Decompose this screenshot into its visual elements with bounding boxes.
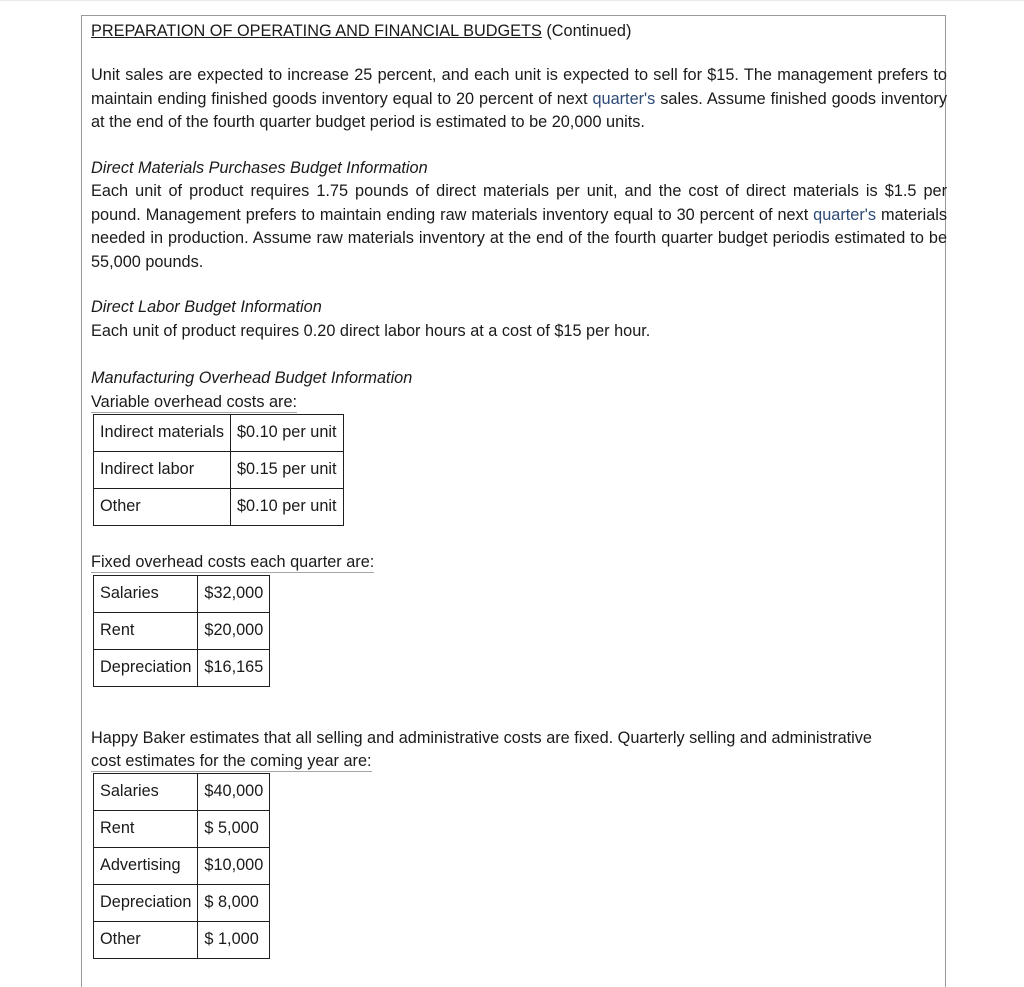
table-cell-item: Indirect materials <box>94 415 231 452</box>
variable-overhead-table <box>93 414 344 526</box>
table-cell-item: Rent <box>94 810 198 847</box>
table-cell-value: $0.10 per unit <box>230 415 343 452</box>
table-row <box>94 452 344 489</box>
direct-materials-heading: Direct Materials Purchases Budget Information <box>91 158 428 177</box>
direct-materials-text-2: materials needed in production. Assume raw materials inventory at the end of the fourth quarter budget periodis estimated to be 55,000 pounds. <box>91 205 948 271</box>
direct-materials-section <box>91 157 947 275</box>
table-row <box>94 649 270 686</box>
intro-text-highlight: quarter's <box>592 89 656 108</box>
table-cell-item: Advertising <box>94 847 198 884</box>
selling-admin-paragraph <box>91 727 947 773</box>
title-suffix: (Continued) <box>541 22 632 40</box>
table-row <box>94 847 270 884</box>
intro-text-2: sales. Assume finished goods inventory at the end of the fourth quarter budget period is estimated to be 20,000 units. <box>91 89 947 131</box>
direct-labor-section <box>91 296 947 343</box>
fixed-overhead-label-text: Fixed overhead costs each quarter are: <box>91 553 375 571</box>
table-row <box>94 810 270 847</box>
table-row <box>94 773 270 810</box>
table-row <box>94 489 344 526</box>
table-cell-value: $ 1,000 <box>198 921 270 958</box>
title-main: PREPARATION OF OPERATING AND FINANCIAL BUDGETS <box>91 22 542 40</box>
table-cell-item: Depreciation <box>94 884 198 921</box>
selling-admin-table <box>93 773 270 959</box>
table-cell-value: $0.10 per unit <box>230 489 343 526</box>
fixed-overhead-table <box>93 575 270 687</box>
variable-overhead-label-text: Variable overhead costs are: <box>91 392 298 411</box>
table-cell-value: $ 8,000 <box>198 884 270 921</box>
table-row <box>94 415 344 452</box>
overhead-section <box>91 367 947 687</box>
table-cell-item: Depreciation <box>94 649 198 686</box>
intro-text-1: Unit sales are expected to increase 25 percent, and each unit is expected to sell for $15. The management prefers to maintain ending finished goods inventory equal to 20 percent of next <box>91 66 947 108</box>
direct-materials-text-highlight: quarter's <box>813 205 877 224</box>
table-row <box>94 612 270 649</box>
direct-materials-text-1: Each unit of product requires 1.75 pounds of direct materials per unit, and the cost of direct materials is $1.5 per pound. Management prefers to maintain ending raw materials inventory equal to 30 percent of next <box>91 182 947 224</box>
table-cell-value: $0.15 per unit <box>230 452 343 489</box>
table-cell-value: $16,165 <box>198 649 270 686</box>
table-cell-item: Other <box>94 489 231 526</box>
document-title <box>91 18 947 44</box>
intro-paragraph <box>91 64 947 135</box>
table-cell-value: $10,000 <box>198 847 270 884</box>
table-row <box>94 575 270 612</box>
selling-admin-section <box>91 727 947 959</box>
table-cell-item: Other <box>94 921 198 958</box>
table-cell-value: $32,000 <box>198 575 270 612</box>
table-cell-item: Salaries <box>94 773 198 810</box>
table-row <box>94 884 270 921</box>
direct-labor-paragraph: Each unit of product requires 0.20 direct labor hours at a cost of $15 per hour. <box>91 321 651 340</box>
direct-labor-heading: Direct Labor Budget Information <box>91 298 322 316</box>
direct-materials-paragraph <box>91 180 947 274</box>
table-cell-value: $ 5,000 <box>198 810 270 847</box>
table-cell-item: Salaries <box>94 575 198 612</box>
fixed-overhead-label <box>91 551 947 575</box>
overhead-heading: Manufacturing Overhead Budget Information <box>91 369 413 387</box>
company-name: Happy Baker <box>91 728 186 747</box>
selling-admin-text-1: estimates that all selling and administrative costs are fixed. Quarterly selling and administrative <box>185 728 872 747</box>
table-cell-item: Indirect labor <box>94 452 231 489</box>
table-cell-value: $40,000 <box>198 773 270 810</box>
selling-admin-text-2: cost estimates for the coming year are: <box>91 751 372 770</box>
table-cell-item: Rent <box>94 612 198 649</box>
document-content <box>91 18 947 959</box>
table-row <box>94 921 270 958</box>
variable-overhead-label <box>91 391 947 415</box>
top-rule <box>0 0 1024 1</box>
table-cell-value: $20,000 <box>198 612 270 649</box>
